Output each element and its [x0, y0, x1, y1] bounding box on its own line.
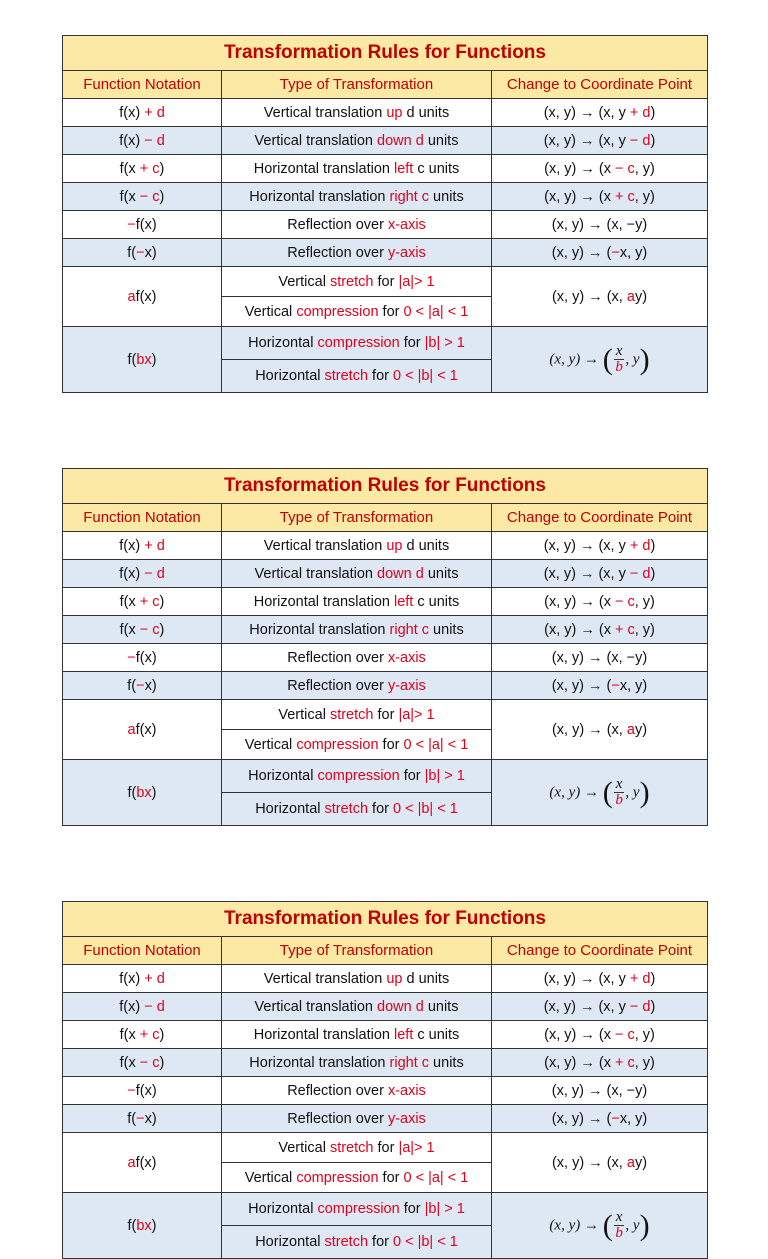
function-notation-cell: f(−x)	[63, 239, 222, 267]
coordinate-change-cell: (x, y) → (x, y + d)	[492, 965, 708, 993]
table-row	[63, 588, 708, 616]
table-row	[63, 183, 708, 211]
header-type-of-transformation: Type of Transformation	[222, 71, 492, 99]
function-notation-cell: af(x)	[63, 1133, 222, 1193]
table-row	[63, 965, 708, 993]
transformation-type-cell: Vertical compression for 0 < |a| < 1	[222, 1163, 492, 1193]
table-row	[63, 560, 708, 588]
table-row	[63, 127, 708, 155]
function-notation-cell: f(x) + d	[63, 99, 222, 127]
transformation-type-cell: Vertical compression for 0 < |a| < 1	[222, 730, 492, 760]
function-notation-cell: f(x + c)	[63, 1021, 222, 1049]
header-function-notation: Function Notation	[63, 504, 222, 532]
header-type-of-transformation: Type of Transformation	[222, 937, 492, 965]
function-notation-cell: −f(x)	[63, 644, 222, 672]
transformation-type-cell: Horizontal translation left c units	[222, 1021, 492, 1049]
table-row	[63, 1021, 708, 1049]
coordinate-change-cell: (x, y) → (x − c, y)	[492, 155, 708, 183]
table-row	[63, 211, 708, 239]
transformation-type-cell: Vertical translation up d units	[222, 99, 492, 127]
table-row	[63, 155, 708, 183]
coordinate-change-cell: (x, y) → (x, y + d)	[492, 532, 708, 560]
table-title: Transformation Rules for Functions	[63, 469, 708, 504]
coordinate-change-cell: (x, y) → (x, y − d)	[492, 560, 708, 588]
transformation-table	[62, 901, 708, 1259]
table-row	[63, 1077, 708, 1105]
function-notation-cell: f(x) + d	[63, 965, 222, 993]
transformation-type-cell: Vertical stretch for |a|> 1	[222, 1133, 492, 1163]
table-row	[63, 616, 708, 644]
transformation-type-cell: Reflection over y-axis	[222, 239, 492, 267]
transformation-type-cell: Vertical translation down d units	[222, 993, 492, 1021]
function-notation-cell: f(x − c)	[63, 1049, 222, 1077]
transformation-type-cell: Reflection over x-axis	[222, 211, 492, 239]
table-row	[63, 1133, 708, 1163]
function-notation-cell: −f(x)	[63, 1077, 222, 1105]
table-row	[63, 993, 708, 1021]
transformation-type-cell: Horizontal translation right c units	[222, 183, 492, 211]
coordinate-change-cell: (x, y) → (−x, y)	[492, 1105, 708, 1133]
table-row	[63, 644, 708, 672]
coordinate-change-cell: (x, y) → (x, −y)	[492, 211, 708, 239]
table-row	[63, 700, 708, 730]
function-notation-cell: f(x) − d	[63, 993, 222, 1021]
transformation-type-cell: Reflection over x-axis	[222, 644, 492, 672]
coordinate-change-cell: (x, y) → (x, −y)	[492, 1077, 708, 1105]
coordinate-change-cell: (x, y) → (x, −y)	[492, 644, 708, 672]
coordinate-change-cell: (x, y) → (x, y + d)	[492, 99, 708, 127]
coordinate-change-cell: (x, y) → (x + c, y)	[492, 1049, 708, 1077]
transformation-type-cell: Horizontal compression for |b| > 1	[222, 327, 492, 360]
transformation-type-cell: Horizontal stretch for 0 < |b| < 1	[222, 360, 492, 393]
transformation-type-cell: Reflection over y-axis	[222, 1105, 492, 1133]
coordinate-change-cell: (x, y) → (x + c, y)	[492, 183, 708, 211]
table-title: Transformation Rules for Functions	[63, 902, 708, 937]
transformation-type-cell: Horizontal compression for |b| > 1	[222, 1193, 492, 1226]
transformation-type-cell: Horizontal compression for |b| > 1	[222, 760, 492, 793]
transformation-table	[62, 468, 708, 826]
header-function-notation: Function Notation	[63, 71, 222, 99]
header-change-to-coordinate-point: Change to Coordinate Point	[492, 71, 708, 99]
function-notation-cell: f(bx)	[63, 1193, 222, 1259]
transformation-type-cell: Vertical compression for 0 < |a| < 1	[222, 297, 492, 327]
coordinate-change-cell: (x, y) → (x, ay)	[492, 267, 708, 327]
function-notation-cell: f(x + c)	[63, 588, 222, 616]
header-change-to-coordinate-point: Change to Coordinate Point	[492, 504, 708, 532]
fraction: $\frac{x}{b}$	[615, 343, 623, 375]
coordinate-change-cell: (x, y) → (x, y − d)	[492, 127, 708, 155]
transformation-table	[62, 35, 708, 393]
function-notation-cell: f(x − c)	[63, 616, 222, 644]
transformation-type-cell: Vertical translation up d units	[222, 532, 492, 560]
function-notation-cell: f(x) − d	[63, 560, 222, 588]
function-notation-cell: f(x) + d	[63, 532, 222, 560]
table-row	[63, 327, 708, 360]
transformation-type-cell: Horizontal translation left c units	[222, 155, 492, 183]
function-notation-cell: −f(x)	[63, 211, 222, 239]
coordinate-change-cell: (x, y) → (x − c, y)	[492, 588, 708, 616]
table-row	[63, 239, 708, 267]
transformation-type-cell: Horizontal stretch for 0 < |b| < 1	[222, 793, 492, 826]
table-row	[63, 1193, 708, 1226]
transformation-type-cell: Horizontal translation right c units	[222, 616, 492, 644]
function-notation-cell: f(bx)	[63, 760, 222, 826]
transformation-type-cell: Horizontal stretch for 0 < |b| < 1	[222, 1226, 492, 1259]
table-row	[63, 672, 708, 700]
coordinate-change-cell: (x, y) → ( $\frac{x}{b}$ , y)	[492, 760, 708, 826]
header-type-of-transformation: Type of Transformation	[222, 504, 492, 532]
transformation-type-cell: Vertical stretch for |a|> 1	[222, 267, 492, 297]
table-row	[63, 760, 708, 793]
table-title: Transformation Rules for Functions	[63, 36, 708, 71]
transformation-type-cell: Horizontal translation left c units	[222, 588, 492, 616]
table-row	[63, 1049, 708, 1077]
fraction: $\frac{x}{b}$	[615, 776, 623, 808]
transformation-type-cell: Reflection over y-axis	[222, 672, 492, 700]
function-notation-cell: f(x + c)	[63, 155, 222, 183]
function-notation-cell: f(x) − d	[63, 127, 222, 155]
coordinate-change-cell: (x, y) → (x + c, y)	[492, 616, 708, 644]
table-row	[63, 99, 708, 127]
coordinate-change-cell: (x, y) → (−x, y)	[492, 239, 708, 267]
transformation-type-cell: Vertical stretch for |a|> 1	[222, 700, 492, 730]
function-notation-cell: af(x)	[63, 267, 222, 327]
transformation-type-cell: Reflection over x-axis	[222, 1077, 492, 1105]
coordinate-change-cell: (x, y) → ( $\frac{x}{b}$ , y)	[492, 327, 708, 393]
coordinate-change-cell: (x, y) → (x − c, y)	[492, 1021, 708, 1049]
function-notation-cell: f(x − c)	[63, 183, 222, 211]
coordinate-change-cell: (x, y) → (x, y − d)	[492, 993, 708, 1021]
header-function-notation: Function Notation	[63, 937, 222, 965]
table-row	[63, 532, 708, 560]
header-change-to-coordinate-point: Change to Coordinate Point	[492, 937, 708, 965]
function-notation-cell: af(x)	[63, 700, 222, 760]
transformation-type-cell: Vertical translation down d units	[222, 127, 492, 155]
transformation-type-cell: Vertical translation up d units	[222, 965, 492, 993]
table-row	[63, 267, 708, 297]
transformation-type-cell: Vertical translation down d units	[222, 560, 492, 588]
coordinate-change-cell: (x, y) → ( $\frac{x}{b}$ , y)	[492, 1193, 708, 1259]
table-row	[63, 1105, 708, 1133]
fraction: $\frac{x}{b}$	[615, 1209, 623, 1241]
function-notation-cell: f(−x)	[63, 1105, 222, 1133]
coordinate-change-cell: (x, y) → (−x, y)	[492, 672, 708, 700]
function-notation-cell: f(bx)	[63, 327, 222, 393]
transformation-type-cell: Horizontal translation right c units	[222, 1049, 492, 1077]
function-notation-cell: f(−x)	[63, 672, 222, 700]
coordinate-change-cell: (x, y) → (x, ay)	[492, 700, 708, 760]
coordinate-change-cell: (x, y) → (x, ay)	[492, 1133, 708, 1193]
